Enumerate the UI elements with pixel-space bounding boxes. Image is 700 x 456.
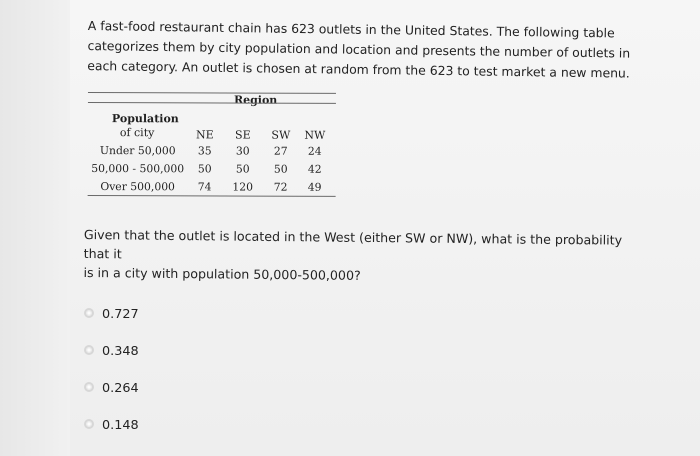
- answer-option-2[interactable]: [84, 342, 264, 362]
- table-row: [88, 144, 338, 161]
- question-line-1: Given that the outlet is located in the West (either SW or NW), what is the probability: [83, 226, 623, 248]
- table-cell: 50: [197, 162, 212, 176]
- row-label: Under 50,000: [99, 144, 176, 158]
- table-cell: 72: [273, 180, 288, 194]
- region-header: Region: [233, 93, 278, 107]
- left-margin: [0, 0, 70, 456]
- table-cell: 120: [232, 180, 253, 194]
- answer-option-label: 0.148: [102, 418, 139, 433]
- intro-line-3: each category. An outlet is chosen at random from the 623 to test market a new menu.: [87, 57, 630, 81]
- radio-button-icon[interactable]: [84, 419, 94, 429]
- table-cell: 74: [197, 180, 212, 194]
- answer-option-label: 0.727: [102, 307, 139, 322]
- question-text: [83, 225, 623, 287]
- column-header-nw: NW: [304, 128, 326, 142]
- table-cell: 50: [273, 162, 288, 176]
- answer-option-label: 0.348: [102, 344, 139, 359]
- column-header-ne: NE: [195, 128, 214, 142]
- table-top-rule: [88, 92, 336, 94]
- table-body: [88, 144, 338, 194]
- radio-button-icon[interactable]: [84, 382, 94, 392]
- population-header-line-2: of city: [119, 126, 155, 140]
- table-cell: 24: [307, 144, 322, 158]
- answer-option-label: 0.264: [102, 381, 139, 396]
- table-cell: 50: [235, 162, 250, 176]
- table-cell: 27: [273, 144, 288, 158]
- table-cell: 35: [197, 144, 212, 158]
- row-label: Over 500,000: [100, 180, 175, 194]
- table-cell: 30: [235, 144, 250, 158]
- radio-button-icon[interactable]: [84, 345, 94, 355]
- table-cell: 42: [307, 162, 322, 176]
- problem-statement: [87, 16, 631, 83]
- intro-line-1: A fast-food restaurant chain has 623 outlets in the United States. The following table: [87, 17, 615, 41]
- column-header-se: SE: [235, 128, 251, 142]
- column-header-sw: SW: [271, 128, 291, 142]
- table-row: [88, 162, 338, 179]
- question-line-2: that it: [83, 245, 122, 262]
- question-line-3: is in a city with population 50,000-500,000?: [83, 264, 361, 283]
- radio-button-icon[interactable]: [84, 308, 94, 318]
- answer-option-1[interactable]: [84, 305, 264, 325]
- outlets-table: [88, 88, 338, 201]
- row-label: 50,000 - 500,000: [91, 162, 185, 176]
- answer-option-3[interactable]: [84, 379, 264, 399]
- table-region-rule: [88, 102, 336, 104]
- intro-line-2: categorizes them by city population and location and presents the number of outlets in: [87, 37, 631, 61]
- table-bottom-rule: [88, 195, 336, 197]
- population-header-line-1: Population: [111, 112, 179, 126]
- table-cell: 49: [307, 180, 322, 194]
- answer-option-4[interactable]: [84, 416, 264, 436]
